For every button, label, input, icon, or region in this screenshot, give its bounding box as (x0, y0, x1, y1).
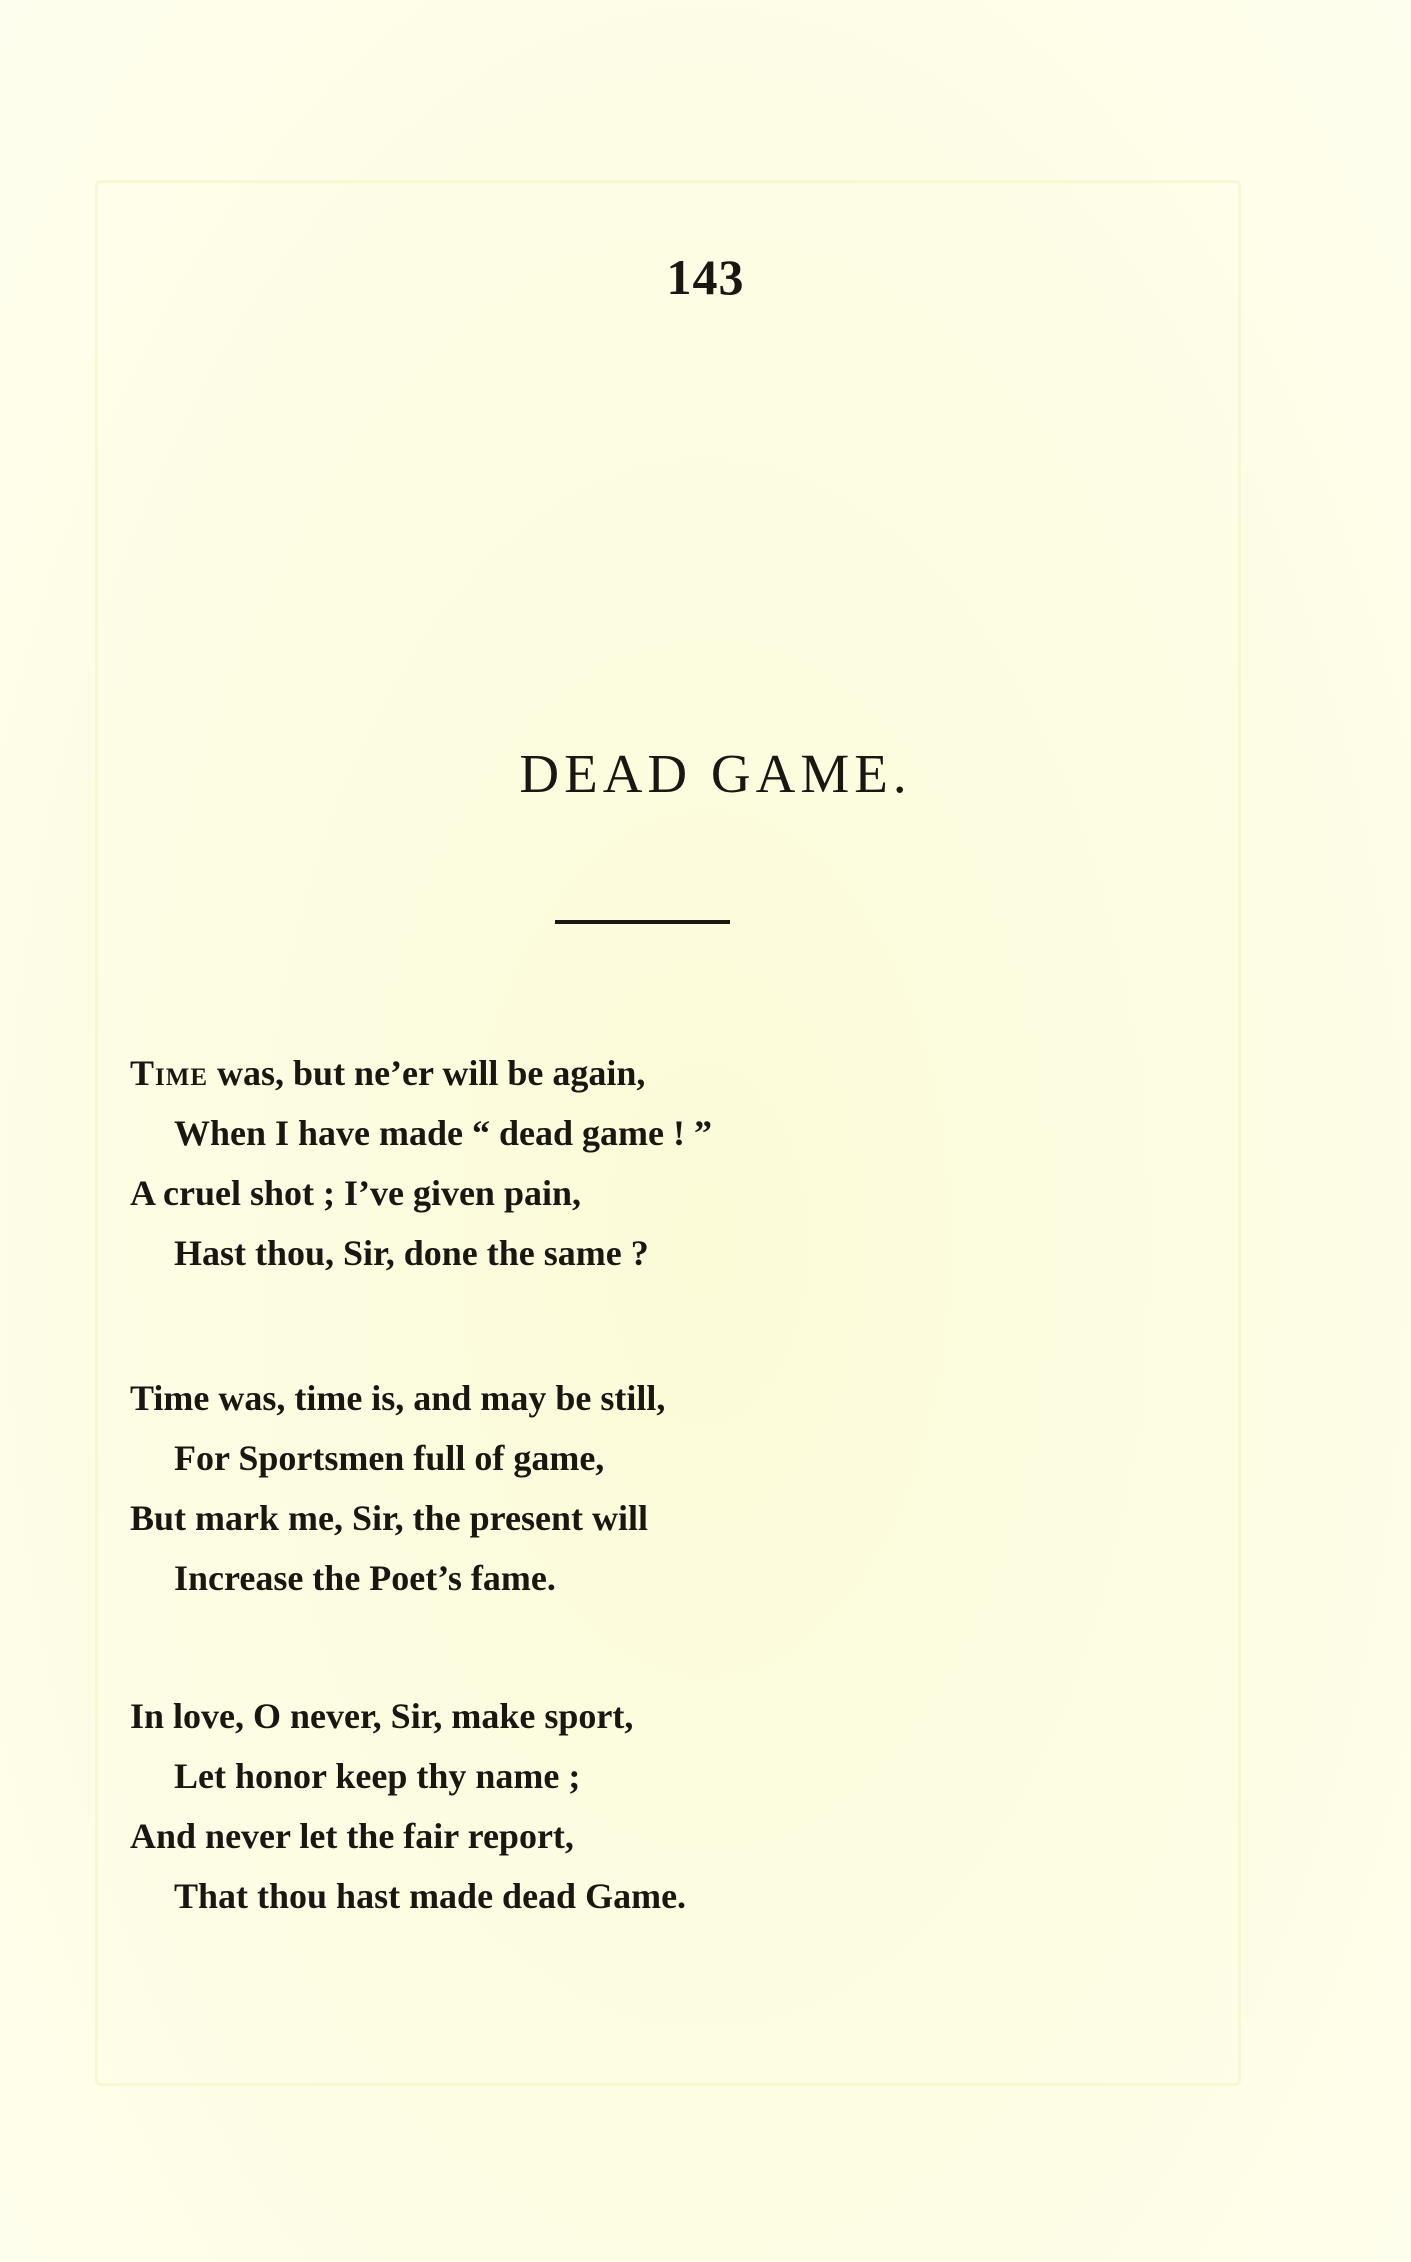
verse-line: For Sportsmen full of game, (174, 1438, 605, 1478)
verse-line: Time was, time is, and may be still, (130, 1378, 666, 1418)
poem-title: DEAD GAME. (519, 743, 912, 804)
verse-line (130, 1043, 1280, 1103)
stanza-3 (130, 1686, 1280, 1926)
verse-line: Hast thou, Sir, done the same ? (174, 1233, 649, 1273)
verse-line: A cruel shot ; I’ve given pain, (130, 1173, 582, 1213)
verse-line: That thou hast made dead Game. (174, 1876, 687, 1916)
verse-line: Increase the Poet’s fame. (174, 1558, 556, 1598)
stanza-1 (130, 1043, 1280, 1283)
page-number: 143 (666, 249, 745, 305)
small-caps-lead-word: Time (130, 1053, 209, 1093)
verse-line: In love, O never, Sir, make sport, (130, 1696, 634, 1736)
verse-line: Let honor keep thy name ; (174, 1756, 581, 1796)
verse-line: And never let the fair report, (130, 1816, 574, 1856)
stanza-2 (130, 1368, 1280, 1608)
verse-line: But mark me, Sir, the present will (130, 1498, 648, 1538)
title-rule (555, 920, 730, 924)
verse-line-text: was, but ne’er will be again, (208, 1053, 646, 1093)
verse-line: When I have made “ dead game ! ” (174, 1113, 712, 1153)
